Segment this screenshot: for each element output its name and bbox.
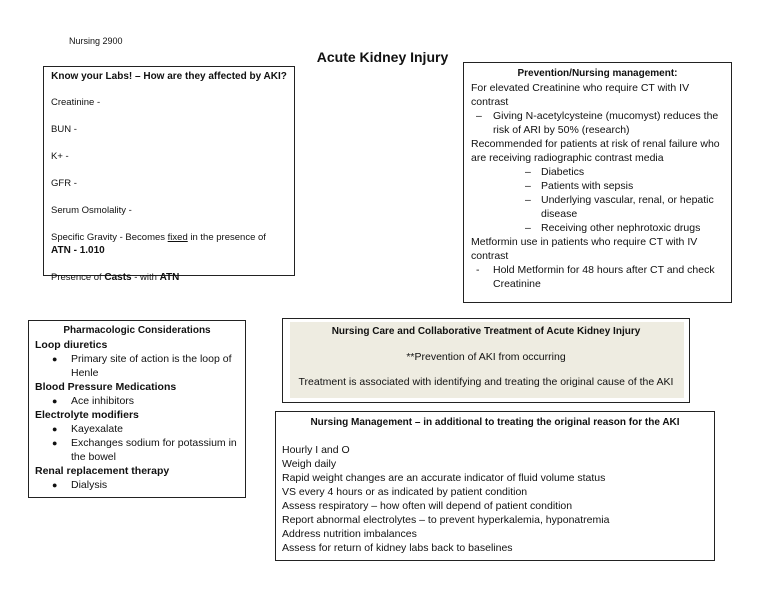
pharmacologic-heading: Pharmacologic Considerations	[63, 325, 211, 336]
pharmacologic-box	[28, 320, 246, 498]
lab-item: BUN -	[51, 124, 77, 135]
bullet-text: Kayexalate	[71, 423, 123, 435]
dash-marker: –	[525, 180, 531, 192]
lab-specific-gravity	[51, 231, 287, 257]
bullet-item	[35, 436, 239, 464]
page-title: Acute Kidney Injury	[316, 49, 449, 65]
casts-middle: - with	[131, 272, 160, 283]
prevention-heading: Prevention/Nursing management:	[517, 68, 678, 79]
sg-underlined: fixed	[167, 232, 188, 243]
dash-marker: –	[525, 194, 531, 206]
bullet-item	[35, 422, 239, 436]
bullet-item	[35, 394, 239, 408]
bullet-text: Ace inhibitors	[71, 395, 135, 407]
collaborative-line: Treatment is associated with identifying and treating the original cause of the AKI	[298, 376, 674, 388]
bullet-icon: ●	[52, 424, 58, 434]
hyphen-marker: -	[476, 264, 480, 276]
dash-text: Hold Metformin for 48 hours after CT and check Creatinine	[493, 264, 715, 290]
collaborative-box	[282, 318, 690, 403]
management-item: Report abnormal electrolytes – to prevent hyperkalemia, hyponatremia	[282, 514, 610, 526]
casts-atn: ATN	[159, 272, 180, 283]
management-item: Rapid weight changes are an accurate indicator of fluid volume status	[282, 472, 606, 484]
dash-marker: –	[525, 222, 531, 234]
management-item: Hourly I and O	[282, 444, 350, 456]
risk-item	[471, 193, 724, 221]
lab-casts	[51, 271, 287, 284]
dash-marker: –	[476, 110, 482, 122]
bullet-text: Dialysis	[71, 479, 108, 491]
bullet-icon: ●	[52, 354, 58, 364]
bullet-item	[35, 478, 239, 492]
category-title: Electrolyte modifiers	[35, 409, 139, 421]
category-title: Renal replacement therapy	[35, 465, 170, 477]
prevention-dash-item	[471, 109, 724, 137]
labs-heading: Know your Labs! – How are they affected by AKI?	[51, 71, 287, 82]
lab-item: GFR -	[51, 178, 77, 189]
risk-item	[471, 165, 724, 179]
category-title: Loop diuretics	[35, 339, 108, 351]
risk-text: Patients with sepsis	[541, 180, 634, 192]
lab-item: Creatinine -	[51, 97, 101, 108]
bullet-icon: ●	[52, 396, 58, 406]
bullet-text: Primary site of action is the loop of Henle	[71, 353, 232, 379]
prevention-line: Recommended for patients at risk of renal failure who are receiving radiographic contrast media	[471, 138, 720, 164]
casts-bold: Casts	[104, 272, 132, 283]
risk-item	[471, 179, 724, 193]
collaborative-heading: Nursing Care and Collaborative Treatment of Acute Kidney Injury	[331, 326, 641, 337]
dash-marker: –	[525, 166, 531, 178]
risk-text: Receiving other nephrotoxic drugs	[541, 222, 701, 234]
bullet-icon: ●	[52, 480, 58, 490]
dash-text: Giving N-acetylcysteine (mucomyst) reduces the risk of ARI by 50% (research)	[493, 110, 719, 136]
bullet-icon: ●	[52, 438, 58, 448]
bullet-item	[35, 352, 239, 380]
bullet-text: Exchanges sodium for potassium in the bowel	[71, 437, 237, 463]
risk-item	[471, 221, 724, 235]
prevention-box	[463, 62, 732, 303]
lab-item: Serum Osmolality -	[51, 205, 132, 216]
management-item: Address nutrition imbalances	[282, 528, 417, 540]
casts-prefix: Presence of	[51, 272, 105, 283]
category-title: Blood Pressure Medications	[35, 381, 177, 393]
management-item: Weigh daily	[282, 458, 337, 470]
management-item: VS every 4 hours or as indicated by patient condition	[282, 486, 528, 498]
nursing-management-box	[275, 411, 715, 561]
management-item: Assess for return of kidney labs back to baselines	[282, 542, 513, 554]
sg-suffix: in the presence of	[187, 232, 266, 243]
management-item: Assess respiratory – how often will depend of patient condition	[282, 500, 573, 512]
prevention-line: Metformin use in patients who require CT with IV contrast	[471, 236, 698, 262]
course-label: Nursing 2900	[69, 36, 123, 46]
lab-item: K+ -	[51, 151, 69, 162]
collaborative-line: **Prevention of AKI from occurring	[406, 351, 566, 363]
labs-box	[43, 66, 295, 283]
risk-text: Diabetics	[541, 166, 585, 178]
sg-value: ATN - 1.010	[51, 245, 105, 256]
prevention-dash-item	[471, 263, 724, 291]
prevention-line: For elevated Creatinine who require CT with IV contrast	[471, 82, 690, 108]
risk-text: Underlying vascular, renal, or hepatic disease	[541, 194, 714, 220]
sg-prefix: Specific Gravity - Becomes	[51, 232, 168, 243]
management-heading: Nursing Management – in additional to treating the original reason for the AKI	[310, 417, 680, 428]
